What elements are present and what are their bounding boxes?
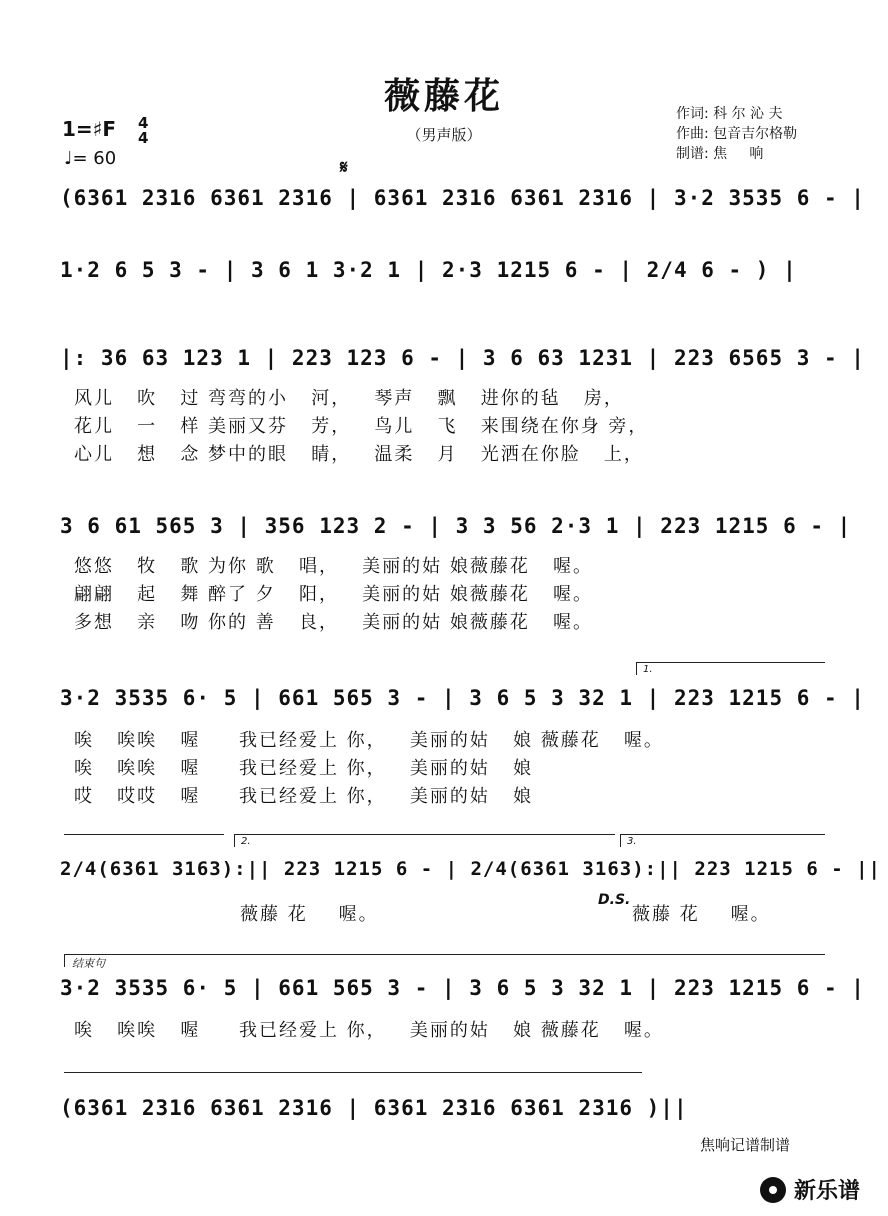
- score-line-1: (6361 2316 6361 2316 | 6361 2316 6361 2316 | 3·2 3535 6 - |: [60, 186, 865, 210]
- credits-block: [676, 104, 797, 164]
- volta-1-label: 1.: [643, 664, 653, 675]
- volta-3-bracket: [620, 834, 825, 847]
- ending-3-lyrics: 薇藤 花 喔。: [632, 904, 771, 925]
- score-line-7: 3·2 3535 6· 5 | 661 565 3 - | 3 6 5 3 32 1 | 223 1215 6 - |: [60, 976, 865, 1000]
- score-line-5: 3·2 3535 6· 5 | 661 565 3 - | 3 6 5 3 32 1 | 223 1215 6 - |: [60, 686, 865, 710]
- transcriber-credit: 制谱: 焦 响: [676, 146, 764, 162]
- final-lyrics: 唉 唉唉 喔 我已经爱上 你， 美丽的姑 娘 薇藤花 喔。: [74, 1020, 664, 1041]
- volta-2-label: 2.: [241, 836, 251, 847]
- tempo-marking: ♩= 60: [64, 148, 117, 169]
- verse-1-line-b: 悠悠 牧 歌 为你 歌 唱， 美丽的姑 娘薇藤花 喔。: [74, 556, 593, 577]
- song-title: 薇藤花: [383, 75, 504, 117]
- footer-credit: 焦响记谱制谱: [700, 1136, 791, 1154]
- coda-label: 结束句: [72, 957, 105, 970]
- chorus-line-2: 唉 唉唉 喔 我已经爱上 你， 美丽的姑 娘: [74, 758, 533, 779]
- volta-2-bracket: [234, 834, 615, 847]
- key-signature: 1=♯F: [62, 117, 117, 141]
- repeat-line-a: [64, 834, 224, 835]
- segno-icon: 𝄋: [340, 157, 348, 178]
- volta-3-label: 3.: [627, 836, 637, 847]
- score-line-4: 3 6 61 565 3 | 356 123 2 - | 3 3 56 2·3 1 | 223 1215 6 - |: [60, 514, 852, 538]
- score-line-3: |: 36 63 123 1 | 223 123 6 - | 3 6 63 1231 | 223 6565 3 - |: [60, 346, 865, 370]
- verse-3-line-a: 心儿 想 念 梦中的眼 睛， 温柔 月 光洒在你脸 上，: [74, 444, 644, 465]
- record-disc-icon: [760, 1177, 786, 1203]
- chorus-line-1: 唉 唉唉 喔 我已经爱上 你， 美丽的姑 娘 薇藤花 喔。: [74, 730, 664, 751]
- time-signature-bottom: 4: [138, 129, 149, 147]
- outro-bracket-line: [64, 1072, 642, 1073]
- song-subtitle: （男声版）: [406, 126, 482, 144]
- time-signature: [138, 116, 148, 146]
- coda-bracket: [64, 954, 825, 967]
- score-line-6: 2/4(6361 3163):|| 223 1215 6 - | 2/4(6361 3163):|| 223 1215 6 - ||: [60, 858, 881, 880]
- volta-1-bracket: [636, 662, 825, 675]
- logo-text: 新乐谱: [794, 1179, 861, 1204]
- verse-3-line-b: 多想 亲 吻 你的 善 良， 美丽的姑 娘薇藤花 喔。: [74, 612, 593, 633]
- composer-credit: 作曲: 包音吉尔格勒: [676, 126, 798, 142]
- chorus-line-3: 哎 哎哎 喔 我已经爱上 你， 美丽的姑 娘: [74, 786, 533, 807]
- ds-marking: D.S.: [598, 892, 631, 908]
- site-logo[interactable]: [760, 1174, 860, 1205]
- ending-2-lyrics: 薇藤 花 喔。: [240, 904, 379, 925]
- verse-1-line-a: 风儿 吹 过 弯弯的小 河， 琴声 飘 进你的毡 房，: [74, 388, 624, 409]
- time-signature-top: 4: [138, 114, 149, 132]
- verse-2-line-a: 花儿 一 样 美丽又芬 芳， 鸟儿 飞 来围绕在你身 旁，: [74, 416, 649, 437]
- verse-2-line-b: 翩翩 起 舞 醉了 夕 阳， 美丽的姑 娘薇藤花 喔。: [74, 584, 593, 605]
- score-line-8: (6361 2316 6361 2316 | 6361 2316 6361 2316 )||: [60, 1096, 688, 1120]
- score-line-2: 1·2 6 5 3 - | 3 6 1 3·2 1 | 2·3 1215 6 - | 2/4 6 - ) |: [60, 258, 797, 282]
- lyricist-credit: 作词: 科 尔 沁 夫: [676, 106, 783, 122]
